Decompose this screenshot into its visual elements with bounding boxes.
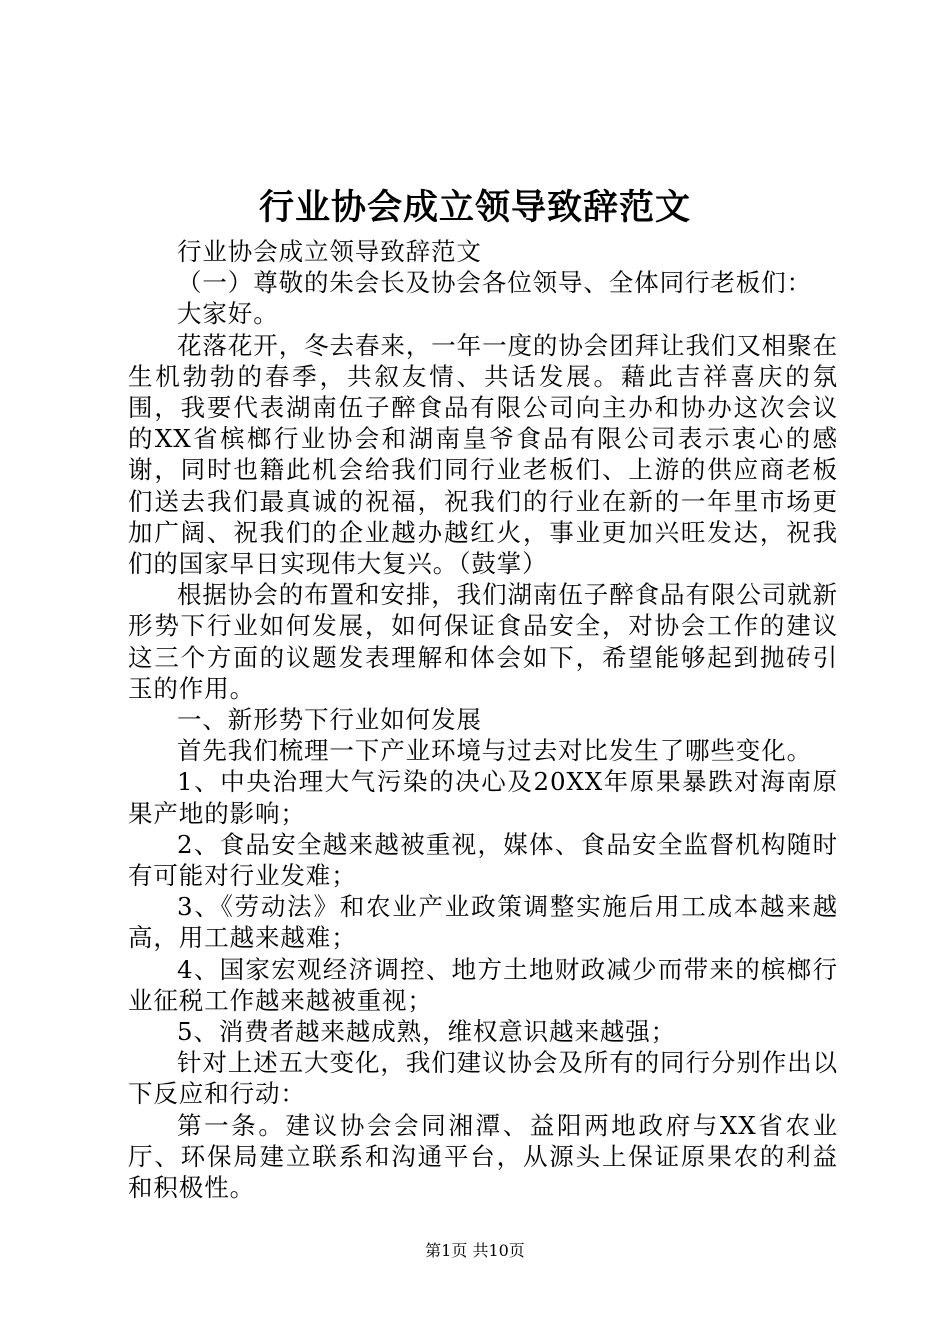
paragraph: 首先我们梳理一下产业环境与过去对比发生了哪些变化。 xyxy=(177,736,812,766)
paragraph: 第一条。建议协会会同湘潭、益阳两地政府与XX省农业厅、环保局建立联系和沟通平台，从源头上保证原果农的利益和积极性。 xyxy=(128,1110,838,1203)
paragraph: 1、中央治理大气污染的决心及20XX年原果暴跌对海南原果产地的影响； xyxy=(128,767,838,828)
document-body xyxy=(128,236,838,1203)
paragraph: 根据协会的布置和安排，我们湖南伍子醉食品有限公司就新形势下行业如何发展，如何保证食品安全，对协会工作的建议这三个方面的议题发表理解和体会如下，希望能够起到抛砖引玉的作用。 xyxy=(128,580,838,703)
paragraph: 行业协会成立领导致辞范文 xyxy=(177,237,482,266)
paragraph: 针对上述五大变化，我们建议协会及所有的同行分别作出以下反应和行动： xyxy=(128,1048,838,1109)
paragraph: 一、新形势下行业如何发展 xyxy=(177,705,482,735)
paragraph: 花落花开，冬去春来，一年一度的协会团拜让我们又相聚在生机勃勃的春季，共叙友情、共话发展。藉此吉祥喜庆的氛围，我要代表湖南伍子醉食品有限公司向主办和协办这次会议的XX省槟榔行业协会和湖南皇爷食品有限公司表示衷心的感谢，同时也籍此机会给我们同行业老板们、上游的供应商老板们送去我们最真诚的祝福，祝我们的行业在新的一年里市场更加广阔、祝我们的企业越办越红火，事业更加兴旺发达，祝我们的国家早日实现伟大复兴。（鼓掌） xyxy=(128,330,838,579)
document-title: 行业协会成立领导致辞范文 xyxy=(258,187,691,228)
paragraph: （一）尊敬的朱会长及协会各位领导、全体同行老板们： xyxy=(177,268,812,298)
paragraph: 大家好。 xyxy=(177,299,279,329)
page-footer: 第1页 共10页 xyxy=(425,1241,525,1260)
paragraph: 4、国家宏观经济调控、地方土地财政减少而带来的槟榔行业征税工作越来越被重视； xyxy=(128,954,838,1015)
paragraph: 3、《劳动法》和农业产业政策调整实施后用工成本越来越高，用工越来越难； xyxy=(128,892,838,953)
paragraph: 5、消费者越来越成熟，维权意识越来越强； xyxy=(177,1017,677,1047)
paragraph: 2、食品安全越来越被重视，媒体、食品安全监督机构随时有可能对行业发难； xyxy=(128,829,838,891)
